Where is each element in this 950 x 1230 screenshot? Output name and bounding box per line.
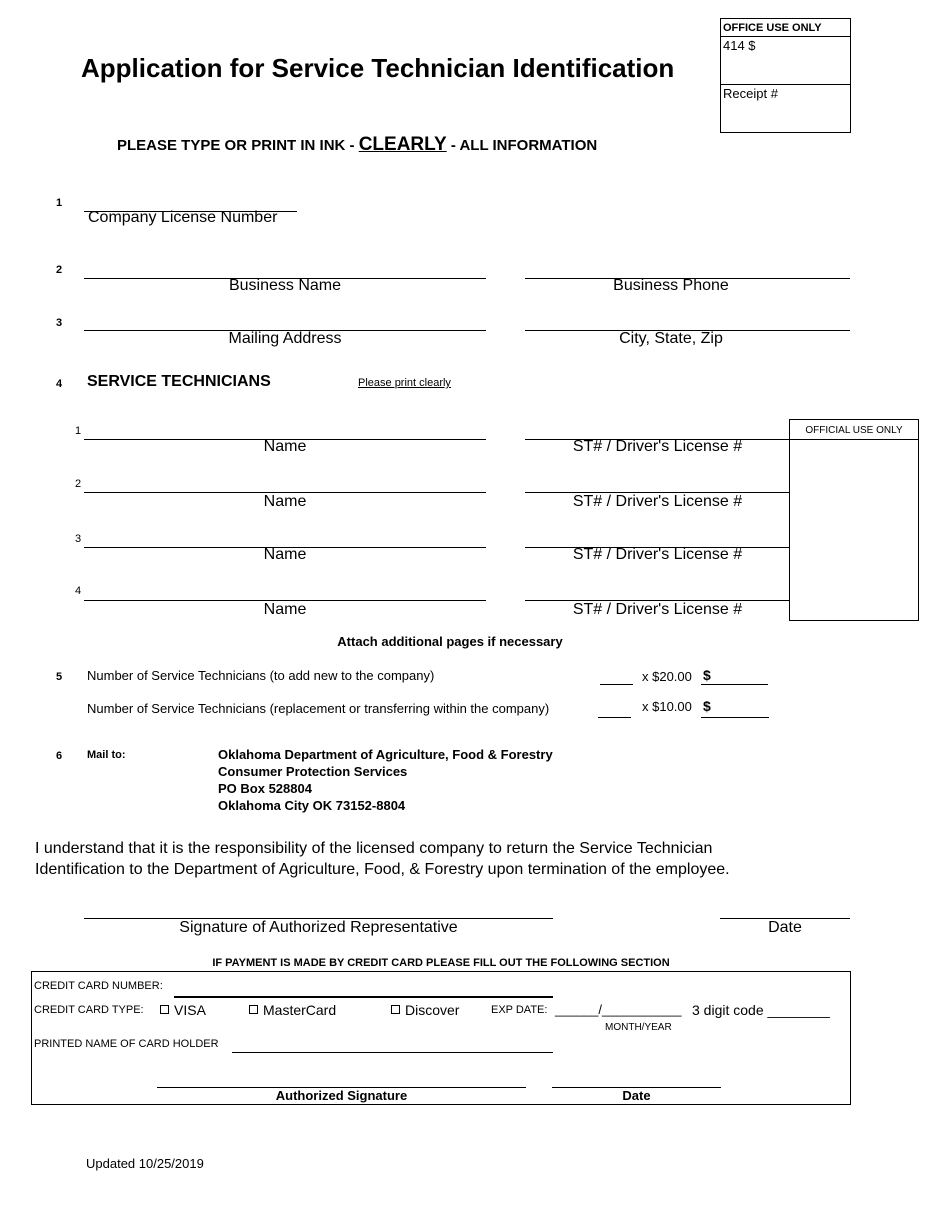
section-number-2: 2 <box>56 264 63 276</box>
tech-license-label: ST# / Driver's License # <box>572 493 743 510</box>
instruction-post: - ALL INFORMATION <box>450 137 598 154</box>
credit-card-header: IF PAYMENT IS MADE BY CREDIT CARD PLEASE FILL OUT THE FOLLOWING SECTION <box>212 957 670 969</box>
section-number-6: 6 <box>56 750 63 762</box>
address-line: Oklahoma City OK 73152-8804 <box>218 798 406 813</box>
card-number-label: CREDIT CARD NUMBER: <box>34 980 163 992</box>
instruction-pre: PLEASE TYPE OR PRINT IN INK - <box>117 137 355 154</box>
card-date-label: Date <box>622 1088 651 1103</box>
section-number-3: 3 <box>56 317 63 329</box>
signature-label: Signature of Authorized Representative <box>179 919 458 936</box>
address-line: Oklahoma Department of Agriculture, Food & Forestry <box>218 747 553 762</box>
address-line: Consumer Protection Services <box>218 764 408 779</box>
card-holder-input[interactable] <box>232 1052 553 1053</box>
new-techs-dollar: $ <box>703 667 711 683</box>
page-title: Application for Service Technician Identification <box>81 53 675 83</box>
business-name-label: Business Name <box>228 277 342 294</box>
card-holder-label: PRINTED NAME OF CARD HOLDER <box>34 1038 219 1050</box>
mastercard-label: MasterCard <box>263 1002 337 1018</box>
address-line: PO Box 528804 <box>218 781 312 796</box>
new-techs-label: Number of Service Technicians (to add new to the company) <box>87 668 435 683</box>
new-techs-total-input[interactable] <box>701 684 768 685</box>
section-number-1: 1 <box>56 197 63 209</box>
authorized-signature-label: Authorized Signature <box>275 1088 408 1103</box>
section-number-4: 4 <box>56 378 63 390</box>
new-techs-rate: x $20.00 <box>642 669 692 684</box>
instruction-line <box>117 134 597 156</box>
card-type-label: CREDIT CARD TYPE: <box>34 1004 144 1016</box>
mastercard-checkbox[interactable] <box>249 1005 258 1014</box>
tech-name-label: Name <box>263 438 307 455</box>
card-number-input[interactable] <box>174 996 553 998</box>
responsibility-statement: I understand that it is the responsibility of the licensed company to return the Service Technician Identification to the Department of Agriculture, Food, & Forestry upon termination of the employee. <box>35 840 730 878</box>
tech-row-number: 1 <box>75 425 82 437</box>
tech-row-number: 2 <box>75 478 82 490</box>
tech-license-label: ST# / Driver's License # <box>572 438 743 455</box>
office-receipt-field[interactable]: Receipt # <box>723 86 778 101</box>
tech-name-label: Name <box>263 546 307 563</box>
security-code-field[interactable]: 3 digit code ________ <box>692 1002 830 1018</box>
visa-label: VISA <box>174 1002 206 1018</box>
replacement-techs-total-input[interactable] <box>701 717 769 718</box>
company-license-label: Company License Number <box>88 209 278 226</box>
replacement-techs-count-input[interactable] <box>598 717 631 718</box>
tech-name-label: Name <box>263 493 307 510</box>
month-year-hint: MONTH/YEAR <box>605 1022 672 1033</box>
official-use-header: OFFICIAL USE ONLY <box>805 425 903 436</box>
office-fee-field[interactable]: 414 $ <box>723 38 756 53</box>
service-technicians-heading: SERVICE TECHNICIANS <box>87 373 271 390</box>
office-use-box <box>720 18 851 133</box>
discover-label: Discover <box>405 1002 460 1018</box>
tech-row-number: 3 <box>75 533 82 545</box>
attach-pages-note: Attach additional pages if necessary <box>337 634 563 649</box>
instruction-emphasis: CLEARLY <box>358 134 447 155</box>
mastercard-option[interactable] <box>249 1002 336 1018</box>
official-use-box <box>789 419 919 621</box>
tech-license-label: ST# / Driver's License # <box>572 601 743 618</box>
section-number-5: 5 <box>56 671 63 683</box>
mailing-address-label: Mailing Address <box>228 330 342 347</box>
discover-option[interactable] <box>391 1002 459 1018</box>
replacement-techs-label: Number of Service Technicians (replacement or transferring within the company) <box>87 701 550 716</box>
visa-checkbox[interactable] <box>160 1005 169 1014</box>
city-state-zip-label: City, State, Zip <box>619 330 723 347</box>
new-techs-count-input[interactable] <box>600 684 633 685</box>
tech-row-number: 4 <box>75 585 82 597</box>
mail-to-label: Mail to: <box>87 749 126 761</box>
tech-name-label: Name <box>263 601 307 618</box>
replacement-techs-dollar: $ <box>703 698 711 714</box>
office-use-header: OFFICE USE ONLY <box>723 22 822 34</box>
discover-checkbox[interactable] <box>391 1005 400 1014</box>
mailing-address-block <box>218 746 553 814</box>
exp-date-input[interactable]: ______/___________ <box>555 1002 682 1017</box>
replacement-techs-rate: x $10.00 <box>642 699 692 714</box>
updated-date: Updated 10/25/2019 <box>86 1156 204 1171</box>
exp-date-label: EXP DATE: <box>491 1004 548 1016</box>
print-clearly-note: Please print clearly <box>358 377 451 389</box>
visa-option[interactable] <box>160 1002 206 1018</box>
tech-license-label: ST# / Driver's License # <box>572 546 743 563</box>
business-phone-label: Business Phone <box>613 277 729 294</box>
signature-date-label: Date <box>768 919 802 936</box>
